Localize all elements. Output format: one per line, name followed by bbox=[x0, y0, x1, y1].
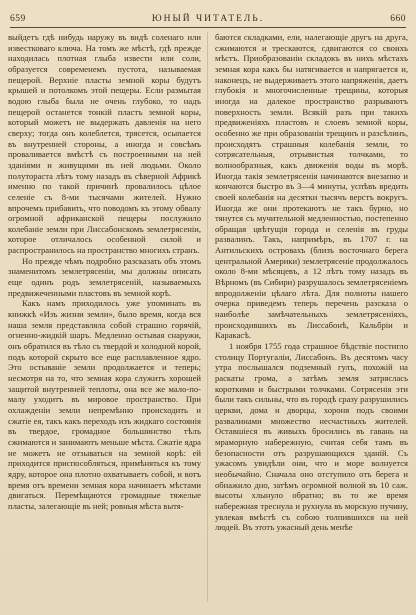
page-number-right: 660 bbox=[390, 14, 406, 24]
paragraph: выйдетъ гдѣ нибудь наружу въ видѣ соленаго или известковаго ключа. На томъ же мѣстѣ, гдѣ прежде находилась плотная глыба извести или соли, образуется современемъ пустота, называемая пещерой. Верхніе пласты земной коры будутъ крышей и потолкомъ этой пещеры. Если размытая водою глыба была не очень глубоко, то надъ пещерой останется тонкій пластъ земной коры, который можетъ не выдержать давленія на него сверху; тогда онъ колеблется, трясется, осыпается въ внутренней стороны, а иногда и совсѣмъ проваливается вмѣстѣ съ построенными на ней зданіями и живущими въ ней людьми. Около полутораста лѣтъ тому назадъ въ сѣверной Африкѣ именно по такой причинѣ провалилось цѣлое селеніе съ 8-ми тысячами жителей. Нужно впрочемъ прибавить, что поводомъ къ этому обвалу огромной африканской пещеры послужило колебаніе земли при Лиссабонскомъ землетрясеніи, которое отличалось особенной силой и распространилось на пространство многихъ странъ. bbox=[8, 32, 201, 256]
journal-title: ЮНЫЙ ЧИТАТЕЛЬ. bbox=[151, 14, 265, 24]
paragraph: Но прежде чѣмъ подробно разсказать объ этомъ знаменитомъ землетрясеніи, мы должны описать еще одинъ родъ землетрясеній, называемыхъ предвижеченными пластовъ въ земной корѣ. bbox=[8, 255, 201, 298]
left-column bbox=[8, 32, 201, 608]
paragraph: Какъ намъ приходилось уже упоминать въ книжкѣ «Изъ жизни земли», было время, когда вся наша земля представляла собой страшно горячій, огненно-жидкій шаръ. Медленно остывая снаружи, онъ обратился въ тѣло съ твердой и холодной корой, подъ которой скрыто все еще расплавленное ядро. Это остываніе земли продолжается и теперь; несмотря на то, что земная кора служитъ хорошей защитой внутренней теплоты, она все же мало-по-малу уходитъ въ мировое пространство. При охлажденіи земли непремѣнно происходить и сжатіе ея, такъ какъ переходъ изъ жидкаго состоянія въ твердое, громадное большинство тѣлъ сжимаются и занимаютъ меньше мѣста. Сжатіе ядра не можетъ не отзываться на земной корѣ: ей приходится приспособляться, примѣняться къ тому ядру, которое она плотно охватываетъ собой, и вотъ время отъ времени земная кора начинаетъ мѣстами двигаться. Перемѣщаются громадные тяжелые пласты, залегающіе въ ней; ровныя мѣста вытя- bbox=[8, 298, 201, 511]
paragraph: баются складками, ели, налегающіе другъ на друга, сжимаются и трескаются, сдвигаются со своихъ мѣстъ. Приобразованіи складокъ въ нихъ мѣстахъ земная кора какъ бы натягивается и напрягается и, наконецъ, не выдерживаетъ этого напряженія, даетъ глубокія и многочисленные трещины, которыя иногда на далекое пространство разрываютъ поверхность земли. Всякій разъ при такихъ предвиженіяхъ пластовъ и слоевъ земной коры, особенно же при образованіи трещинъ и разсѣлинъ, происходятъ страшныя колебанія земли, то сотрясательныя, отрывистыя толчками, то волнообразныя, какъ движенія воды въ морѣ. Иногда такія землетрясенія начинаются внезапно и кончаются быстро въ 3—4 минуты, успѣвъ вредить своей колебанія на десятки тысячъ верстъ вокругъ. Иногда же они протекаютъ не такъ бурно, но тянутся съ мучительной медленностью, постепенно обращая цвѣтущія города и селенія въ груды развалинъ. Такъ, напримѣръ, въ 1707 г. на Антильскихъ островахъ (близъ восточнаго берега центральной Америки) землетрясеніе продолжалось около 8-ми мѣсяцевъ, а 12 лѣтъ тому назадъ въ Вѣрномъ (въ Сибири) разрушалось землетрясеніемъ впродолженіи цѣлаго лѣта. Для полноты нашего очерка приведемъ теперь перечень разсказа о наиболѣе замѣчательныхъ землетрясеніяхъ, происходившихъ въ Лиссабонѣ, Кальбріи и Каракасѣ. bbox=[215, 32, 408, 341]
paragraph: 1 ноября 1755 года страшное бѣдствіе постигло столицу Португаліи, Лиссабонъ. Въ десятомъ часу утра послышался подземный гулъ, похожій на раскаты грома, а затѣмъ земля затряслась короткими и быстрыми толчками. Сотрясенія эти были такъ сильны, что въ городѣ сразу разрушились церкви, дома и дворцы, хороня подъ своими развалинами множество несчастныхъ жителей. Оставшіеся въ живыхъ бросились въ гавань на мраморную набережную, считая себя тамъ въ безопасности отъ разрушающихся зданій. Съ ужасомъ увидѣли они, что и море волнуется необычайно. Сначала оно отступило отъ берега и обнажило дно, затѣмъ огромной волной въ 10 саж. высоты хлынуло обратно; въ то же время набережная треснула и рухнула въ морскую пучину, увлекая вмѣстѣ съ собою толпившихся на ней людей. Въ этотъ ужасный день менѣе bbox=[215, 341, 408, 533]
header-rule bbox=[10, 27, 406, 28]
page-header bbox=[10, 14, 406, 26]
page-number-left: 659 bbox=[10, 14, 26, 24]
column-divider bbox=[207, 32, 208, 602]
right-column bbox=[215, 32, 408, 608]
